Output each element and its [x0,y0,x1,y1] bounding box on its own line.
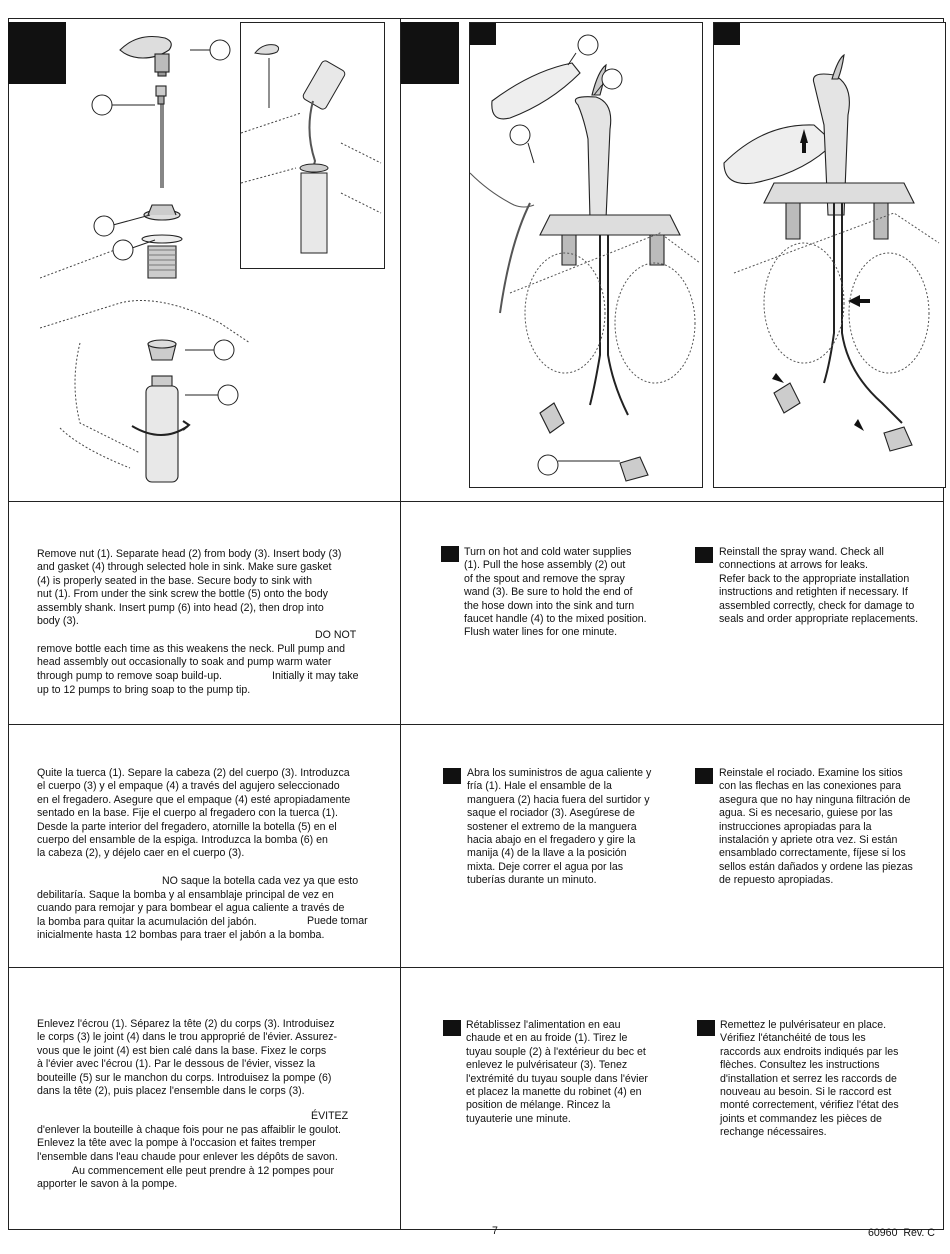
fr-soap-para-2: d'enlever la bouteille à chaque fois pour ne pas affaiblir le goulot. Enlevez la tête avec la pompe à l'occasion et faites tremper l'ensemble dans l'eau chaude pour enlever les dépôts de savon. [37,1124,341,1163]
en-step1-marker [441,546,459,562]
fr-soap-para-3: Au commencement elle peut prendre à 12 pompes pour apporter le savon à la pompe. [37,1165,335,1191]
en-step2-marker [695,547,713,563]
row-divider-3 [8,967,944,968]
es-step1-marker [443,768,461,784]
row-divider-1 [8,501,944,502]
soap-refill-inset [240,22,385,269]
row-divider-2 [8,724,944,725]
fr-step2-text: Remettez le pulvérisateur en place. Vérifiez l'étanchéité de tous les raccords aux endroits indiqués par les flèches. Consultez les instructions d'installation et serrez les raccords de nouveau au besoin. Si le raccord est monté correctement, vérifiez l'état des joints et commandez les pièces de rechange nécessaires. [720,1019,899,1139]
fr-soap-para-1: Enlevez l'écrou (1). Séparez la tête (2) du corps (3). Introduisez le corps (3) le joint (4) dans le trou approprié de l'évier. Assurez- vous que le joint (4) est bien calé dans la base. Fixez le corps à l'évier avec l'écrou (1). Par le dessous de l'évier, vissez la bouteille (5) sur le manchon du corps. Introduisez la pompe (6) dans la tête (2), puis placez l'ensemble dans le corps (3). [37,1018,337,1098]
en-soap-para-2: remove bottle each time as this weakens the neck. Pull pump and head assembly out occasionally to soak and pump warm water through pump to remove soap build-up. [37,643,345,682]
es-soap-para-2-head: NO saque la botella cada vez ya que esto [162,875,359,887]
vertical-divider [400,18,401,1230]
en-soap-para-2-tail: Initially it may take [272,670,359,682]
bottom-rule [8,1229,944,1230]
es-step2-marker [695,768,713,784]
step2-illustration-frame [713,22,946,488]
step1-figure-badge [470,23,496,45]
step2-figure-badge [714,23,740,45]
step1-illustration-frame [469,22,703,488]
page-number: 7 [492,1225,498,1237]
soap-refill-drawing [241,23,384,268]
top-border [8,18,944,19]
fr-step2-marker [697,1020,715,1036]
en-soap-para-3: up to 12 pumps to bring soap to the pump tip. [37,684,251,696]
flush-section-header-box [401,22,459,84]
es-soap-para-2-tail: Puede tomar [307,915,368,927]
document-code: 60960 Rev. C [868,1227,935,1239]
step1-faucet-drawing [470,23,702,487]
es-soap-para-1: Quite la tuerca (1). Separe la cabeza (2) del cuerpo (3). Introduzca el cuerpo (3) y el empaque (4) a través del agujero seleccionado en el fregadero. Asegure que el empaque (4) esté apropiadamente sentado en la base. Fije el cuerpo al fregadero con la tuerca (1). Desde la parte interior del fregadero, atornille la botella (5) en el cuerpo del ensamble de la espiga. Introduzca la bomba (6) en la cabeza (2), y déjelo caer en el cuerpo (3). [37,767,351,860]
es-soap-para-3: inicialmente hasta 12 bombas para traer el jabón a la bomba. [37,929,325,941]
es-soap-para-2: debilitaría. Saque la bomba y al ensamblaje principal de vez en cuando para remojar y para bombear el agua caliente a través de la bomba para quitar la acumulación del jabón. [37,889,345,928]
en-step1-text: Turn on hot and cold water supplies (1). Pull the hose assembly (2) out of the spout and remove the spray wand (3). Be sure to hold the end of the hose down into the sink and turn faucet handle (4) to the mixed position. Flush water lines for one minute. [464,546,647,639]
soap-callouts [80,30,250,410]
step2-faucet-drawing [714,23,945,487]
left-border [8,18,9,1230]
fr-step1-text: Rétablissez l'alimentation en eau chaude et en au froide (1). Tirez le tuyau souple (2) à l'extérieur du bec et enlevez le pulvérisateur (3). Tenez l'extrémité du tuyau souple dans l'évier et placez la manette du robinet (4) en position de mélange. Rincez la tuyauterie une minute. [466,1019,648,1125]
en-soap-para-1: Remove nut (1). Separate head (2) from body (3). Insert body (3) and gasket (4) through selected hole in sink. Make sure gasket (4) is properly seated in the base. Secure body to sink with nut (1). From under the sink screw the bottle (5) onto the body assembly shank. Insert pump (6) into head (2), then drop into body (3). [37,548,342,628]
en-soap-do-not: DO NOT [315,629,357,641]
fr-step1-marker [443,1020,461,1036]
es-step1-text: Abra los suministros de agua caliente y fría (1). Hale el ensamble de la manguera (2) hacia fuera del surtidor y saque el rociador (3). Asegúrese de sostener el extremo de la manguera hacia abajo en el fregadero y gire la manija (4) de la llave a la posición mixta. Deje correr el agua por las tuberías durante un minuto. [467,767,652,887]
es-step2-text: Reinstale el rociado. Examine los sitios con las flechas en las conexiones para asegura que no hay ninguna filtración de agua. Si es necesario, guiese por las instrucciones apropiadas para la instalación y apriete otra vez. Si están ensamblado correctamente, fíjese si los sellos están dañados y ordene las piezas de repuesto apropiadas. [719,767,913,887]
en-step2-text: Reinstall the spray wand. Check all connections at arrows for leaks. Refer back to the appropriate installation instructions and retighten if necessary. If assembled correctly, check for damage to seals and order appropriate replacements. [719,546,919,626]
fr-soap-evitez: ÉVITEZ [311,1110,349,1122]
